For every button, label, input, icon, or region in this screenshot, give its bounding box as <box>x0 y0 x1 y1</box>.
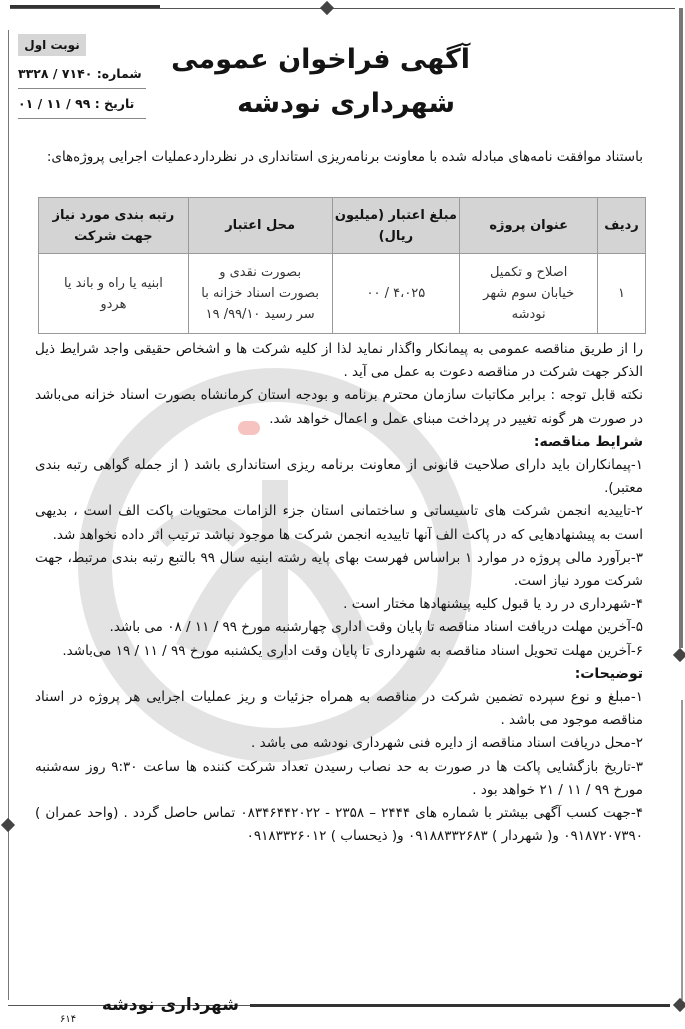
table-header-row <box>39 198 646 254</box>
notice-body <box>35 338 643 848</box>
frame-top-accent <box>10 5 160 8</box>
frame-diamond-right <box>673 648 685 662</box>
notes-heading: توضیحات: <box>574 665 643 682</box>
frame-bottom-accent <box>250 1004 670 1007</box>
frame-right-line-lower <box>681 700 683 1000</box>
cell-row-no: ۱ <box>598 254 646 334</box>
frame-right-line <box>679 8 683 648</box>
frame-top-line <box>10 8 675 9</box>
header-grade: رتبه بندی مورد نیاز جهت شرکت <box>39 198 189 254</box>
footer-title: شهرداری نودشه <box>101 995 239 1015</box>
notice-header <box>10 30 645 140</box>
note-item: ۴-جهت کسب آگهی بیشتر با شماره های ۲۴۴۴ – ۲۳۵۸ - ۰۸۳۴۶۴۴۲۰۲۲ تماس حاصل گردد . (واحد عمران ) ۰۹۱۸۷۲۰۷۳۹۰ و( شهردار ) ۰۹۱۸۸۳۳۲۶۸۳ و( ذیحساب ) ۰۹۱۸۳۳۲۶۰۱۲ <box>35 805 643 845</box>
condition-item: ۱-پیمانکاران باید دارای صلاحیت قانونی از معاونت برنامه ریزی استانداری باشد ( از جمله گواهی رتبه بندی معتبر). <box>35 457 643 497</box>
cell-amount: ۴،۰۲۵ / ۰۰ <box>332 254 460 334</box>
header-row-no: ردیف <box>598 198 646 254</box>
meta-divider <box>18 118 146 119</box>
condition-item: ۳-برآورد مالی پروژه در موارد ۱ براساس فهرست بهای پایه رشته ابنیه سال ۹۹ بالتبع رتبه بندی مرتبط، جهت شرکت مورد نیاز است. <box>35 549 643 590</box>
condition-item: ۶-آخرین مهلت تحویل اسناد مناقصه به شهرداری تا پایان وقت اداری یکشنبه مورخ ۹۹ / ۱۱ / ۱۹ می‌باشد. <box>62 642 643 659</box>
projects-table <box>38 197 646 334</box>
conditions-heading: شرایط مناقصه: <box>533 433 643 450</box>
notice-number: شماره: ۷۱۴۰ / ۳۳۲۸ <box>18 66 142 81</box>
header-source: محل اعتبار <box>188 198 332 254</box>
frame-diamond-bottom-right <box>673 998 685 1012</box>
condition-item: ۲-تاییدیه انجمن شرکت های تاسیساتی و ساختمانی استان جزء الزامات محتویات پاکت الف است ، بدیهی است به پیشنهادهایی که در پاکت الف آنها تاییدیه انجمن شرکت ها موجود نباشد ترتیب اثر داده نخواهد شد. <box>35 503 643 543</box>
cell-project: اصلاح و تکمیل خیابان سوم شهر نودشه <box>460 254 598 334</box>
page-subtitle: شهرداری نودشه <box>237 88 455 119</box>
page-title: آگهی فراخوان عمومی <box>171 44 470 75</box>
frame-diamond-left <box>1 818 15 832</box>
page-number: ۶۱۴ <box>60 1014 77 1025</box>
round-label: نوبت اول <box>18 34 86 56</box>
cell-source: بصورت نقدی و بصورت اسناد خزانه با سر رسید ۹۹/۱۰/ ۱۹ <box>188 254 332 334</box>
condition-item: ۵-آخرین مهلت دریافت اسناد مناقصه تا پایان وقت اداری چهارشنبه مورخ ۹۹ / ۱۱ / ۰۸ می باشد. <box>109 619 643 636</box>
note-paragraph: نکته قابل توجه : برابر مکاتبات سازمان محترم برنامه و بودجه استان کرمانشاه بصورت اسناد خزانه می‌باشد در صورت هر گونه تغییر در پرداخت مبنای عمل و اعمال خواهد شد. <box>35 387 643 427</box>
frame-diamond-top <box>320 1 334 15</box>
intro-paragraph: باستناد موافقت نامه‌های مبادله شده با معاونت برنامه‌ریزی استانداری در نظرداردعملیات اجرایی پروژه‌های: <box>46 149 643 165</box>
frame-left-line <box>8 30 9 1000</box>
header-project: عنوان پروژه <box>460 198 598 254</box>
meta-divider <box>18 88 146 89</box>
note-item: ۳-تاریخ بازگشایی پاکت ها در صورت به حد نصاب رسیدن تعداد شرکت کننده ها ساعت ۹:۳۰ روز سه‌شنبه مورخ ۹۹ / ۱۱ / ۲۱ خواهد بود . <box>35 758 644 798</box>
condition-item: ۴-شهرداری در رد یا قبول کلیه پیشنهادها مختار است . <box>343 596 643 613</box>
notice-date: تاریخ : ۹۹ / ۱۱ / ۰۱ <box>18 96 135 111</box>
cell-grade: ابنیه یا راه و باند یا هردو <box>39 254 189 334</box>
table-row <box>39 254 646 334</box>
note-item: ۲-محل دریافت اسناد مناقصه از دایره فنی شهرداری نودشه می باشد . <box>251 735 643 752</box>
invitation-paragraph: را از طریق مناقصه عمومی به پیمانکار واگذار نماید لذا از کلیه شرکت ها و اشخاص حقیقی واجد شرایط ذیل الذکر جهت شرکت در مناقصه دعوت به عمل می آید . <box>35 341 643 381</box>
header-amount: مبلغ اعتبار (میلیون ریال) <box>332 198 460 254</box>
note-item: ۱-مبلغ و نوع سپرده تضمین شرکت در مناقصه به همراه جزئیات و ریز عملیات اجرایی هر پروژه در اسناد مناقصه موجود می باشد . <box>35 689 643 729</box>
